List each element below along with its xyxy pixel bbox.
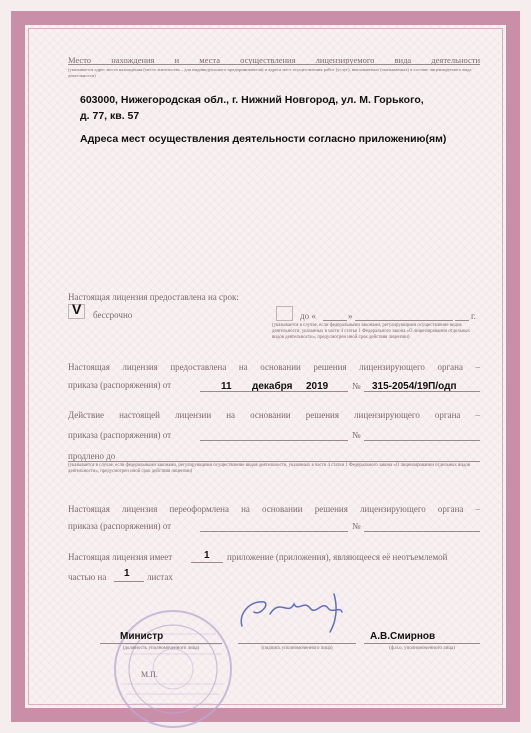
basis-month: декабря bbox=[252, 381, 293, 392]
extended-until-label: продлено до bbox=[68, 451, 116, 461]
appendix-text-3: частью на bbox=[68, 572, 107, 582]
basis-no-sign: № bbox=[352, 381, 361, 391]
signature-image bbox=[230, 586, 360, 638]
reissue-label: Настоящая лицензия переоформлена на основании решения лицензирующего органа – bbox=[68, 504, 480, 514]
extension-order-label: приказа (распоряжения) от bbox=[68, 430, 172, 440]
location-note: (указывается адрес места нахождения (место жительства – для индивидуального предпринимателя) и адреса мест осуществления работ (услуг), выполняемых (оказываемых) в составе лицензируемого вида деятельности) bbox=[68, 67, 472, 78]
reissue-order-label: приказа (распоряжения) от bbox=[68, 521, 172, 531]
basis-year: 2019 bbox=[306, 381, 329, 392]
name-note: (ф.и.о. уполномоченного лица) bbox=[389, 646, 455, 651]
location-heading: Место нахождения и места осуществления лицензируемого вида деятельности bbox=[68, 55, 480, 65]
address-line-1: 603000, Нижегородская обл., г. Нижний Новгород, ул. М. Горького, bbox=[80, 94, 424, 106]
appendix-text-2: приложение (приложения), являющееся её неотъемлемой bbox=[227, 552, 448, 562]
appendix-sheets: 1 bbox=[124, 568, 130, 579]
term-label: Настоящая лицензия предоставлена на срок: bbox=[68, 292, 239, 302]
basis-number: 315-2054/19П/одп bbox=[372, 381, 457, 392]
term-note: (указывается в случае, если федеральными законами, регулирующими осуществление видов деятельности, указанных в части 4 статьи 1 Федерального закона «О лицензировании отдельных видов деятельности», предусмотрен иной срок действия лицензии) bbox=[272, 323, 471, 340]
check-mark: V bbox=[72, 301, 82, 317]
appendix-text-1: Настоящая лицензия имеет bbox=[68, 552, 173, 562]
until-prefix: до « bbox=[300, 311, 316, 321]
signature-note: (подпись уполномоченного лица) bbox=[261, 646, 333, 651]
extension-no-sign: № bbox=[352, 430, 361, 440]
extension-note: (указывается в случае, если федеральными законами, регулирующими осуществление видов деятельности, указанных в части 4 статьи 1 Федерального закона «О лицензировании отдельных видов деятельности», предусмотрен иной срок действия лицензии) bbox=[68, 463, 470, 474]
basis-order-label: приказа (распоряжения) от bbox=[68, 380, 172, 390]
seal-stamp bbox=[108, 604, 238, 733]
stamp-label: М.П. bbox=[141, 670, 158, 679]
basis-label: Настоящая лицензия предоставлена на основании решения лицензирующего органа – bbox=[68, 362, 480, 372]
indefinite-label: бессрочно bbox=[93, 310, 133, 320]
until-checkbox bbox=[276, 306, 293, 321]
address-line-3: Адреса мест осуществления деятельности согласно приложению(ям) bbox=[80, 133, 447, 145]
position-note: (должность уполномоченного лица) bbox=[122, 646, 200, 651]
extension-label: Действие настоящей лицензии на основании решения лицензирующего органа – bbox=[68, 410, 480, 420]
signer-position: Министр bbox=[120, 631, 164, 642]
address-line-2: д. 77, кв. 57 bbox=[80, 110, 140, 122]
appendix-count: 1 bbox=[204, 550, 210, 561]
appendix-text-4: листах bbox=[147, 572, 173, 582]
until-suffix: г. bbox=[471, 311, 476, 321]
signer-name: А.В.Смирнов bbox=[370, 631, 436, 642]
reissue-no-sign: № bbox=[352, 521, 361, 531]
until-mid: » bbox=[348, 311, 353, 321]
basis-day: 11 bbox=[221, 381, 232, 392]
